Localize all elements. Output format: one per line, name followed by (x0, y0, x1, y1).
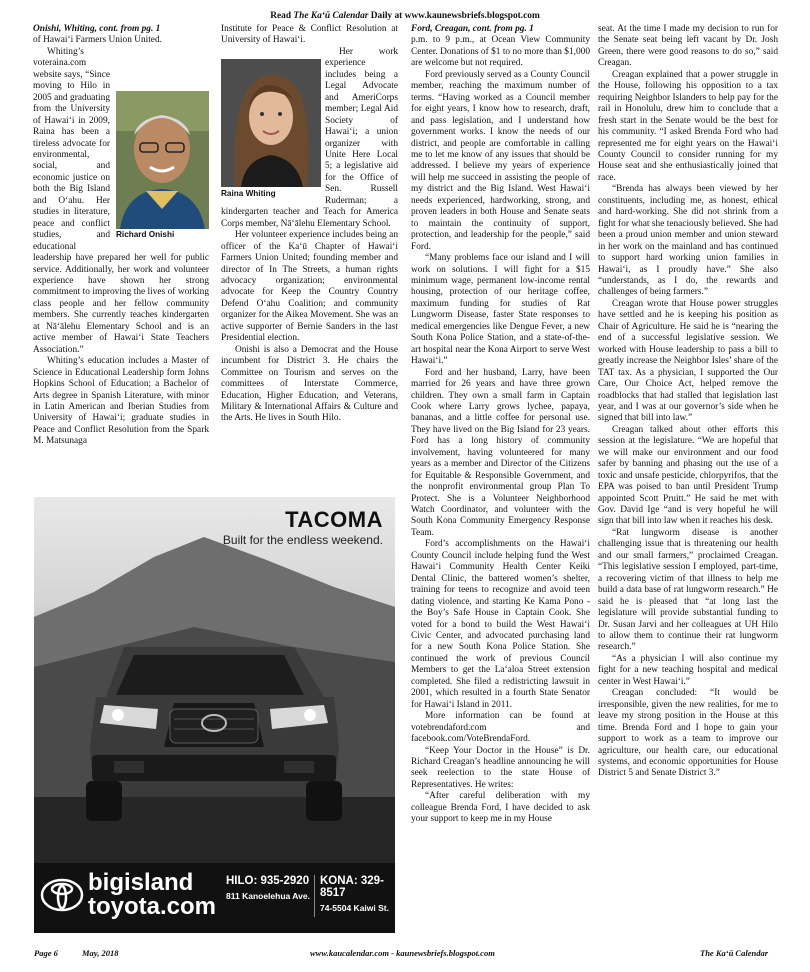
issue-date: May, 2018 (82, 948, 119, 958)
dealer-website-link[interactable] (88, 871, 216, 919)
ad-tagline: Built for the endless weekend. (222, 533, 383, 547)
toyota-advertisement[interactable] (34, 497, 395, 933)
header-prefix: Read (270, 11, 294, 21)
portrait-image (221, 59, 321, 187)
paragraph: Institute for Peace & Conflict Resolution at University of Hawai‘i. (221, 24, 398, 46)
photo-caption-onishi: Richard Onishi (116, 229, 175, 239)
header-title: The Ka‘ū Calendar (293, 11, 369, 21)
photo-caption-whiting: Raina Whiting (221, 188, 276, 198)
whiting-portrait (221, 59, 321, 187)
truck-illustration (34, 497, 395, 863)
paragraph: “Brenda has always been viewed by her constituents, including me, as honest, ethical and hard-working. She did not shrink from a fight for what she tenaciously believed. She had been a proud union member and union steward in her work on the mainland and has continued to support hard working union families in Hawai‘i, as I proudly have.” She also “understands, as I do, the rewards and challenges of being farmers.” (598, 184, 778, 298)
column-whiting-onishi (221, 24, 398, 492)
hilo-address: 811 Kanoelehua Ave. (226, 891, 310, 901)
paragraph: seat. At the time I made my decision to run for the Senate seat being left vacant by Dr. Josh Green, there were good reasons to do so,” said Creagan. (598, 24, 778, 69)
dealer-line1: bigisland (88, 869, 194, 896)
contact-divider (314, 875, 315, 917)
paragraph: Creagan talked about other efforts this session at the legislature. “We are hopeful that we will make our environment and our food safer by banning and phasing out the use of a toxic and unsafe pesticide, chlorpyrifos, that the EPA was poised to ban until President Trump appointed Scott Pruitt.” He said he met with Gov. David Ige “and is very hopeful he will sign that bill into law when it reaches his desk. (598, 424, 778, 527)
page-number: Page 6 (34, 948, 58, 958)
paragraph: Creagan concluded: “It would be irresponsible, given the new realities, for me to leave my strong position in the House at this time. Brenda Ford and I hope to gain your support to work as a team to improve our agriculture, our health care, our educational systems, and economic opportunities for House District 5 and Senate District 3.” (598, 688, 778, 779)
paragraph: Whiting’s education includes a Master of Science in Educational Leadership form Johns Hopkins School of Education; a Bachelor of Arts degree in Spanish Literature, with minor in Latin American and Iberian Studies from University of Hawai‘i; graduate studies in Peace and Conflict Resolution from the Spark M. Matsunaga (33, 356, 209, 447)
kona-contact[interactable] (320, 875, 395, 913)
paragraph: Ford’s accomplishments on the Hawai‘i County Council include helping fund the West Hawai‘i Community Health Center Keiki Dental Clinic, the battered women’s shelter, training for teens to recognize and avoid teen dating violence, and starting Ke Kama Pono - the Boy’s Safe House in Captain Cook. She voted for a bond to build the West Hawai‘i Civic Center, and advocated purchasing land for a new South Kona Police Station. She continued the work of previous Council Members to get the La‘aloa Street extension completed. She filed a redistricting lawsuit in 2001, which resulted in a fourth State Senator for Hawai‘i Island in 2011. (411, 539, 590, 710)
paragraph: “As a physician I will also continue my fight for a new teaching hospital and medical center in West Hawai‘i.” (598, 653, 778, 687)
dealer-line2: toyota.com (88, 893, 217, 920)
onishi-portrait (116, 91, 209, 229)
column-ford-creagan (411, 24, 590, 944)
header-suffix: Daily at www.kaunewsbriefs.blogspot.com (368, 11, 540, 21)
paragraph: p.m. to 9 p.m., at Ocean View Community Center. Donations of $1 to no more than $1,000 are welcome but not required. (411, 35, 590, 69)
paragraph: Her work experience includes being a Legal Advocate and AmeriCorps member; Legal Aid Society of Hawai‘i; a union organizer with Unite Here Local 5; a legislative aid for the Office of Sen. Russell Ruderman; a kindergarten teacher and Teach for America Corps member, Nā‘ālehu Elementary School. (221, 46, 398, 229)
kona-address: 74-5504 Kaiwi St. (320, 903, 389, 913)
ad-brand: TACOMA (285, 507, 383, 532)
page-header (0, 11, 810, 21)
ad-footer[interactable] (34, 863, 395, 933)
photo-onishi (116, 91, 209, 240)
footer-websites: www.kaucalendar.com - kaunewsbriefs.blogspot.com (310, 948, 495, 958)
toyota-logo-icon (40, 875, 84, 915)
paragraph: Her volunteer experience includes being an officer of the Ka‘ū Chapter of Hawai‘i Farmers Union United; founding member and director of In The Streets, a human rights advocacy organization; environmental advocate for Keep the Country Country Defend O‘ahu Coalition; and community organizer for the Aikea Movement. She was an active supporter of Bernie Sanders in the last Presidential election. (221, 230, 398, 344)
publication-name: The Ka‘ū Calendar (700, 948, 769, 958)
paragraph: Ford previously served as a County Council member, reaching the maximum number of terms. “Having worked as a Council member for eight years, I know how to research, draft, and pass legislation, and I understand how government works. I know the needs of our district, and people are comfortable in calling me to let me know of any issues that should be addressed. I believe my years of experience will help me succeed in assisting the people of my district and the Big Island. West Hawai‘i needs experienced, hardworking, strong, and proven leaders in both House and Senate seats to maintain the continuity of support, protection, and leadership for the people,” said Ford. (411, 69, 590, 252)
paragraph: “After careful deliberation with my colleague Brenda Ford, I have decided to ask your support to keep me in my House (411, 791, 590, 825)
paragraph: “Many problems face our island and I will work on solutions. I will fight for a $15 minimum wage, permanent low-income rental housing, protection of our heritage coffee, maximum funding for studies of Rat Lungworm Disease, faster State responses to medical emergencies like Dengue Fever, a new South Kona Police Station, and a state-of-the-art hospital near the Kona Airport to serve West Hawai‘i.” (411, 253, 590, 367)
portrait-image (116, 91, 209, 229)
photo-whiting (221, 59, 321, 199)
continuation-heading: Onishi, Whiting, cont. from pg. 1 (33, 24, 161, 34)
hilo-phone: HILO: 935-2920 (226, 875, 310, 887)
continuation-heading: Ford, Creagan, cont. from pg. 1 (411, 24, 534, 34)
paragraph: Whiting’s voteraina.com website says, “Since moving to Hilo in 2005 and graduating from the University of Hawai‘i in 2009, Raina has been a tireless advocate for environmental, social, and economic justice on both the Big Island and O‘ahu. Her studies in literature, peace and conflict studies, and educational leadership have prepared her well for public service. Additionally, her work and volunteer experience have shown her strong commitment to improving the lives of working class people and her fellow community members. She currently teaches kindergarten at Nā‘ālehu Elementary School and is an active member of Hawai‘i State Teachers Association.” (33, 46, 209, 355)
kona-phone: KONA: 329-8517 (320, 875, 384, 899)
paragraph: Onishi is also a Democrat and the House incumbent for District 3. He chairs the Committee on Tourism and serves on the committees of Interstate Commerce, Education, Higher Education, and Veterans, Military & International Affairs & Culture and the Arts. He lives in South Hilo. (221, 344, 398, 424)
paragraph: “Keep Your Doctor in the House” is Dr. Richard Creagan’s headline announcing he will seek reelection to the state House of Representatives. He writes: (411, 745, 590, 790)
column-creagan (598, 24, 778, 944)
paragraph: of Hawai‘i Farmers Union United. (33, 35, 162, 46)
paragraph: Ford and her husband, Larry, have been married for 26 years and have three grown children. They own a small farm in Captain Cook where Larry grows lychee, papaya, bananas, and a little coffee for personal use. They have lived on the Big Island for 23 years. Ford has a long history of community involvement, having volunteered for many years as a member and Director of the Citizens for Equitable & Responsible Government, and the nonprofit environmental group Plan To Protect. She is a Volunteer Neighborhood Watch Coordinator, and volunteer with the South Kona Community Emergency Response Team. (411, 367, 590, 538)
hilo-contact[interactable] (226, 875, 310, 901)
paragraph: Creagan explained that a power struggle in the House, following his opposition to a tax requiring Neighbor Islanders to help pay for the rail in Honolulu, drew him to conclude that a fresh start in the Senate would be the best for his community. “I asked Brenda Ford who had represented me for eight years on the Hawai‘i County Council to consider running for my House seat and she enthusiastically joined that race. (598, 69, 778, 183)
paragraph: More information can be found at votebrendaford.com and facebook.com/VoteBrendaFord. (411, 711, 590, 745)
column-onishi-whiting (33, 24, 209, 492)
paragraph: “Rat lungworm disease is another challenging issue that is threatening our health and our small farmers,” proclaimed Creagan. “This legislative session I employed, part-time, a recovering victim of that illness to help me build a data base of rat lungworm research.” He said he is pleased that “at long last the legislature will provide substantial funding to Dr. Susan Jarvi and her colleagues at UH Hilo to allow them to continue their rat lungworm research.” (598, 527, 778, 653)
paragraph: Creagan wrote that House power struggles have settled and he is keeping his position as Chair of Agriculture. He said he is “nearing the end of a successful legislative session. We worked with House leadership to pass a bill to greatly increase the Neighbor Isles’ share of the TAT tax. As a physician, I supported the Our Care, Our Choice Act, helped remove the roadblocks that had stalled that legislation last year, and I was at our governor’s side when he signed that bill into law.” (598, 298, 778, 424)
